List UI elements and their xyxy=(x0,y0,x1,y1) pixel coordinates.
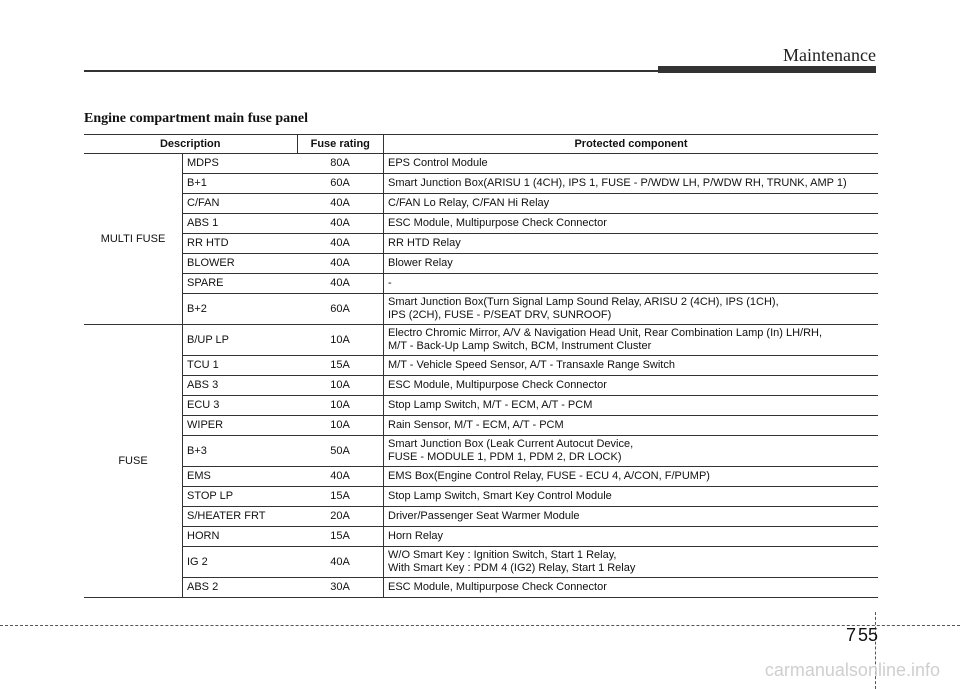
protected-component-line: Smart Junction Box(Turn Signal Lamp Sound Relay, ARISU 2 (4CH), IPS (1CH), xyxy=(388,296,779,308)
protected-component xyxy=(384,416,879,436)
table-row xyxy=(84,487,878,507)
table-row xyxy=(84,174,878,194)
footer-rule xyxy=(0,625,960,626)
fuse-rating: 20A xyxy=(297,507,384,527)
protected-component-line: Rain Sensor, M/T - ECM, A/T - PCM xyxy=(388,419,564,431)
column-header-protected-component: Protected component xyxy=(384,135,879,154)
protected-component-line: With Smart Key : PDM 4 (IG2) Relay, Start 1 Relay xyxy=(388,562,636,574)
header-title: Maintenance xyxy=(783,45,876,65)
fuse-description: IG 2 xyxy=(183,547,298,578)
protected-component-line: ESC Module, Multipurpose Check Connector xyxy=(388,217,607,229)
page-number: 55 xyxy=(858,625,879,645)
protected-component-line: W/O Smart Key : Ignition Switch, Start 1 Relay, xyxy=(388,549,617,561)
table-row xyxy=(84,416,878,436)
table-row xyxy=(84,294,878,325)
fuse-description: ABS 3 xyxy=(183,376,298,396)
protected-component-line: M/T - Vehicle Speed Sensor, A/T - Transaxle Range Switch xyxy=(388,359,675,371)
fuse-description: B+2 xyxy=(183,294,298,325)
protected-component-line: ESC Module, Multipurpose Check Connector xyxy=(388,581,607,593)
protected-component-line: EPS Control Module xyxy=(388,157,488,169)
table-row xyxy=(84,214,878,234)
protected-component xyxy=(384,396,879,416)
protected-component-line: Driver/Passenger Seat Warmer Module xyxy=(388,510,580,522)
table-row xyxy=(84,547,878,578)
watermark: carmanualsonline.info xyxy=(764,660,940,680)
protected-component xyxy=(384,578,879,598)
fuse-description: WIPER xyxy=(183,416,298,436)
fuse-rating: 40A xyxy=(297,467,384,487)
fuse-description: STOP LP xyxy=(183,487,298,507)
header-rule xyxy=(84,70,684,72)
fuse-rating: 40A xyxy=(297,274,384,294)
table-row xyxy=(84,578,878,598)
table-row xyxy=(84,154,878,174)
table-row xyxy=(84,396,878,416)
fuse-rating: 50A xyxy=(297,436,384,467)
table-row xyxy=(84,234,878,254)
fuse-rating: 60A xyxy=(297,294,384,325)
fuse-rating: 10A xyxy=(297,396,384,416)
fuse-rating: 40A xyxy=(297,214,384,234)
protected-component xyxy=(384,376,879,396)
protected-component xyxy=(384,234,879,254)
fuse-rating: 80A xyxy=(297,154,384,174)
protected-component xyxy=(384,467,879,487)
table-row xyxy=(84,527,878,547)
fuse-description: HORN xyxy=(183,527,298,547)
fuse-description: ABS 2 xyxy=(183,578,298,598)
protected-component xyxy=(384,194,879,214)
fuse-description: RR HTD xyxy=(183,234,298,254)
fuse-rating: 15A xyxy=(297,487,384,507)
protected-component-line: Horn Relay xyxy=(388,530,444,542)
table-row xyxy=(84,467,878,487)
protected-component-line: Blower Relay xyxy=(388,257,453,269)
fuse-rating: 10A xyxy=(297,416,384,436)
fuse-table-body xyxy=(84,154,878,598)
fuse-description: ECU 3 xyxy=(183,396,298,416)
protected-component xyxy=(384,487,879,507)
protected-component xyxy=(384,274,879,294)
fuse-rating: 40A xyxy=(297,547,384,578)
protected-component-line: Stop Lamp Switch, M/T - ECM, A/T - PCM xyxy=(388,399,593,411)
protected-component-line: IPS (2CH), FUSE - P/SEAT DRV, SUNROOF) xyxy=(388,309,612,321)
fuse-description: C/FAN xyxy=(183,194,298,214)
fuse-description: MDPS xyxy=(183,154,298,174)
protected-component-line: Smart Junction Box (Leak Current Autocut Device, xyxy=(388,438,634,450)
protected-component-line: C/FAN Lo Relay, C/FAN Hi Relay xyxy=(388,197,550,209)
table-row xyxy=(84,194,878,214)
table-row xyxy=(84,254,878,274)
section-title: Engine compartment main fuse panel xyxy=(84,111,308,126)
fuse-rating: 40A xyxy=(297,254,384,274)
fuse-rating: 30A xyxy=(297,578,384,598)
protected-component-line: Smart Junction Box(ARISU 1 (4CH), IPS 1, FUSE - P/WDW LH, P/WDW RH, TRUNK, AMP 1) xyxy=(388,177,847,189)
fuse-rating: 60A xyxy=(297,174,384,194)
table-header-row xyxy=(84,135,878,154)
fuse-rating: 15A xyxy=(297,356,384,376)
protected-component xyxy=(384,356,879,376)
protected-component xyxy=(384,154,879,174)
table-row xyxy=(84,325,878,356)
protected-component-line: Stop Lamp Switch, Smart Key Control Module xyxy=(388,490,612,502)
fuse-rating: 15A xyxy=(297,527,384,547)
fuse-description: B+3 xyxy=(183,436,298,467)
protected-component-line: EMS Box(Engine Control Relay, FUSE - ECU 4, A/CON, F/PUMP) xyxy=(388,470,710,482)
protected-component-line: ESC Module, Multipurpose Check Connector xyxy=(388,379,607,391)
group-label: MULTI FUSE xyxy=(84,154,183,325)
table-row xyxy=(84,507,878,527)
protected-component-line: Electro Chromic Mirror, A/V & Navigation Head Unit, Rear Combination Lamp (In) LH/RH, xyxy=(388,327,823,339)
fuse-description: EMS xyxy=(183,467,298,487)
protected-component xyxy=(384,547,879,578)
protected-component xyxy=(384,527,879,547)
protected-component xyxy=(384,254,879,274)
table-row xyxy=(84,356,878,376)
group-label: FUSE xyxy=(84,325,183,598)
fuse-description: S/HEATER FRT xyxy=(183,507,298,527)
protected-component xyxy=(384,214,879,234)
protected-component xyxy=(384,294,879,325)
protected-component xyxy=(384,325,879,356)
fuse-rating: 40A xyxy=(297,194,384,214)
fuse-description: SPARE xyxy=(183,274,298,294)
fuse-description: TCU 1 xyxy=(183,356,298,376)
protected-component-line: RR HTD Relay xyxy=(388,237,461,249)
table-row xyxy=(84,436,878,467)
fuse-rating: 10A xyxy=(297,325,384,356)
table-row xyxy=(84,274,878,294)
protected-component xyxy=(384,174,879,194)
protected-component xyxy=(384,436,879,467)
protected-component-line: FUSE - MODULE 1, PDM 1, PDM 2, DR LOCK) xyxy=(388,451,622,463)
chapter-number: 7 xyxy=(845,625,856,645)
column-header-fuse-rating: Fuse rating xyxy=(297,135,384,154)
fuse-description: BLOWER xyxy=(183,254,298,274)
fuse-description: B+1 xyxy=(183,174,298,194)
protected-component-line: M/T - Back-Up Lamp Switch, BCM, Instrument Cluster xyxy=(388,340,652,352)
fuse-description: ABS 1 xyxy=(183,214,298,234)
fuse-description: B/UP LP xyxy=(183,325,298,356)
table-row xyxy=(84,376,878,396)
protected-component-line: - xyxy=(388,277,392,289)
fuse-rating: 10A xyxy=(297,376,384,396)
fuse-table xyxy=(84,134,878,598)
column-header-description: Description xyxy=(84,135,297,154)
header-rule-bar xyxy=(658,66,876,73)
protected-component xyxy=(384,507,879,527)
fuse-rating: 40A xyxy=(297,234,384,254)
